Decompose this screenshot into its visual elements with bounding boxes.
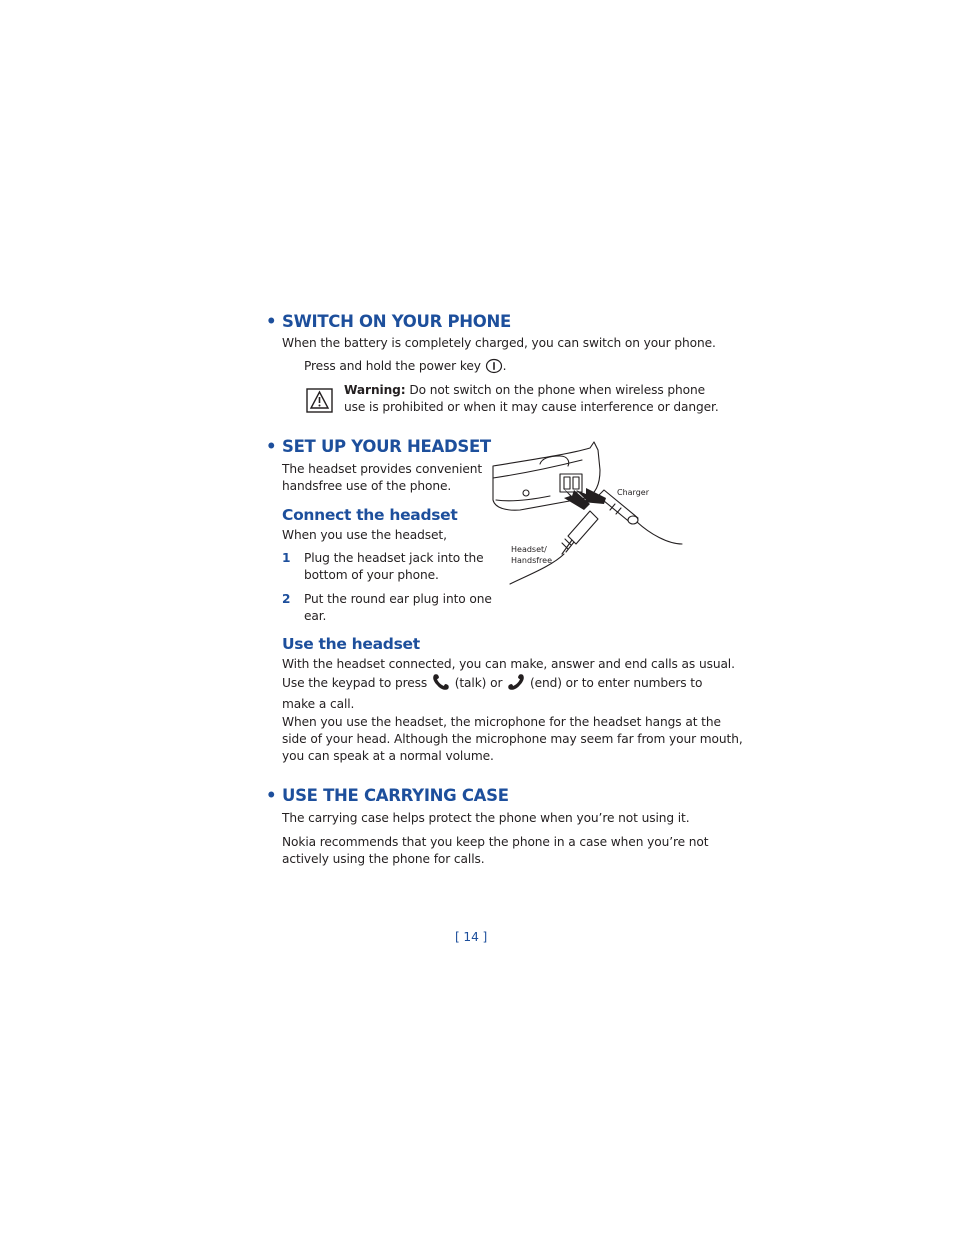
section-title-headset: • SET UP YOUR HEADSET — [266, 437, 491, 456]
warning-icon — [306, 388, 333, 417]
bullet: • — [266, 786, 277, 805]
headset-intro: The headset provides convenient handsfree use of the phone. — [282, 462, 483, 493]
power-key-icon — [485, 358, 503, 379]
end-key-icon — [506, 673, 526, 696]
connect-intro: When you use the headset, — [282, 528, 447, 542]
switch-on-intro: When the battery is completely charged, you can switch on your phone. — [282, 336, 716, 350]
talk-key-icon — [431, 673, 451, 696]
charger-label: Charger — [617, 488, 649, 497]
step-number: 1 — [282, 551, 291, 565]
carrying-case-paragraph-1: The carrying case helps protect the phone when you’re not using it. — [282, 811, 690, 825]
headset-connection-illustration — [490, 438, 685, 590]
warning-label: Warning: — [344, 383, 406, 397]
subtitle-connect-headset: Connect the headset — [282, 506, 458, 524]
bullet: • — [266, 437, 277, 456]
section-title-switch-on: • SWITCH ON YOUR PHONE — [266, 312, 511, 331]
subtitle-use-headset: Use the headset — [282, 635, 420, 653]
headset-label: Headset/ Handsfree — [511, 545, 553, 565]
page-number: [ 14 ] — [455, 930, 488, 944]
use-headset-paragraph-2: When you use the headset, the microphone for the headset hangs at the side of your head. Although the microphone may seem far from your mouth, you can speak at a normal volume. — [282, 715, 743, 763]
warning-text: Warning: Do not switch on the phone when wireless phone use is prohibited or when it may cause interference or danger. — [344, 383, 719, 414]
step-text: Put the round ear plug into one ear. — [304, 592, 492, 623]
bullet: • — [266, 312, 277, 331]
section-title-carrying-case: • USE THE CARRYING CASE — [266, 786, 509, 805]
power-key-instruction: Press and hold the power key . — [304, 358, 506, 379]
carrying-case-paragraph-2: Nokia recommends that you keep the phone in a case when you’re not actively using the phone for calls. — [282, 835, 709, 866]
step-number: 2 — [282, 592, 291, 606]
step-text: Plug the headset jack into the bottom of your phone. — [304, 551, 484, 582]
use-headset-paragraph-1: With the headset connected, you can make, answer and end calls as usual. Use the keypad to press (talk) or (end) or to enter numbers to make a call. — [282, 657, 735, 711]
